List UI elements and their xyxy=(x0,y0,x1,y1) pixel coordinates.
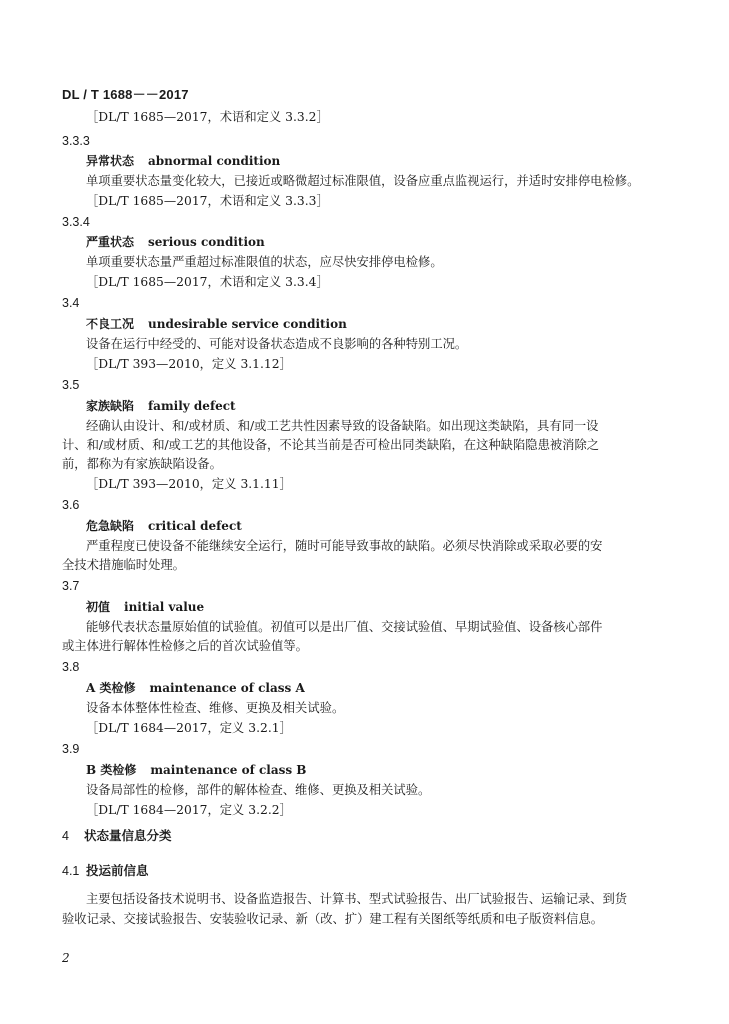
term-zh: 家族缺陷 xyxy=(86,399,135,413)
term-en: abnormal condition xyxy=(148,154,281,168)
definition-text: 前，都称为有家族缺陷设备。 xyxy=(62,457,222,471)
definition-text: 经确认由设计、和/或材质、和/或工艺共性因素导致的设备缺陷。如出现这类缺陷，具有同一设 xyxy=(86,419,599,433)
clause-number: 3.9 xyxy=(62,742,80,756)
term-heading xyxy=(86,599,204,615)
section-heading xyxy=(62,828,172,844)
term-heading xyxy=(86,680,305,696)
reference: ［DL/T 1684—2017，定义 3.2.1］ xyxy=(86,721,292,735)
term-en: family defect xyxy=(148,399,236,413)
definition-text: 单项重要状态量变化较大，已接近或略微超过标准限值，设备应重点监视运行，并适时安排停电检修。 xyxy=(86,174,640,188)
clause-number: 3.3.4 xyxy=(62,215,90,229)
term-zh: 异常状态 xyxy=(86,154,135,168)
term-heading xyxy=(86,316,347,332)
term-en: undesirable service condition xyxy=(148,317,347,331)
subsection-number: 4.1 xyxy=(62,864,80,878)
reference: ［DL/T 1685—2017，术语和定义 3.3.3］ xyxy=(86,194,329,208)
section-title: 状态量信息分类 xyxy=(84,829,172,843)
subsection-title: 投运前信息 xyxy=(86,864,149,878)
term-heading xyxy=(86,518,242,534)
term-en: maintenance of class A xyxy=(149,681,305,695)
section-number: 4 xyxy=(62,829,69,843)
definition-text: 能够代表状态量原始值的试验值。初值可以是出厂值、交接试验值、早期试验值、设备核心部件 xyxy=(86,620,603,634)
term-zh: 严重状态 xyxy=(86,235,135,249)
term-zh: A 类检修 xyxy=(86,681,136,695)
clause-number: 3.7 xyxy=(62,579,80,593)
definition-text: 设备在运行中经受的、可能对设备状态造成不良影响的各种特别工况。 xyxy=(86,337,468,351)
definition-text: 或主体进行解体性检修之后的首次试验值等。 xyxy=(62,639,308,653)
reference: ［DL/T 1685—2017，术语和定义 3.3.2］ xyxy=(86,110,329,124)
page-number: 2 xyxy=(62,951,70,965)
subsection-heading xyxy=(62,863,149,879)
reference: ［DL/T 393—2010，定义 3.1.12］ xyxy=(86,357,292,371)
term-en: maintenance of class B xyxy=(150,763,307,777)
definition-text: 单项重要状态量严重超过标准限值的状态，应尽快安排停电检修。 xyxy=(86,255,443,269)
term-heading xyxy=(86,234,265,250)
clause-number: 3.8 xyxy=(62,660,80,674)
term-zh: B 类检修 xyxy=(86,763,137,777)
clause-number: 3.4 xyxy=(62,296,80,310)
body-text: 验收记录、交接试验报告、安装验收记录、新（改、扩）建工程有关图纸等纸质和电子版资料信息。 xyxy=(62,912,604,926)
clause-number: 3.5 xyxy=(62,378,80,392)
definition-text: 设备局部性的检修，部件的解体检查、维修、更换及相关试验。 xyxy=(86,783,431,797)
reference: ［DL/T 1684—2017，定义 3.2.2］ xyxy=(86,803,292,817)
term-en: critical defect xyxy=(148,519,242,533)
term-en: initial value xyxy=(124,600,205,614)
term-zh: 不良工况 xyxy=(86,317,135,331)
definition-text: 全技术措施临时处理。 xyxy=(62,558,185,572)
term-heading xyxy=(86,398,236,414)
definition-text: 计、和/或材质、和/或工艺的其他设备，不论其当前是否可检出同类缺陷，在这种缺陷隐患被消除之 xyxy=(62,438,600,452)
reference: ［DL/T 1685—2017，术语和定义 3.3.4］ xyxy=(86,275,329,289)
document-code-header: DL / T 1688－－2017 xyxy=(62,87,189,102)
clause-number: 3.6 xyxy=(62,498,80,512)
definition-text: 严重程度已使设备不能继续安全运行，随时可能导致事故的缺陷。必须尽快消除或采取必要的安 xyxy=(86,539,603,553)
term-zh: 初值 xyxy=(86,600,111,614)
term-heading xyxy=(86,762,306,778)
definition-text: 设备本体整体性检查、维修、更换及相关试验。 xyxy=(86,701,345,715)
term-zh: 危急缺陷 xyxy=(86,519,135,533)
reference: ［DL/T 393—2010，定义 3.1.11］ xyxy=(86,477,292,491)
clause-number: 3.3.3 xyxy=(62,134,90,148)
body-text: 主要包括设备技术说明书、设备监造报告、计算书、型式试验报告、出厂试验报告、运输记录、到货 xyxy=(86,892,628,906)
term-en: serious condition xyxy=(148,235,265,249)
term-heading xyxy=(86,153,280,169)
